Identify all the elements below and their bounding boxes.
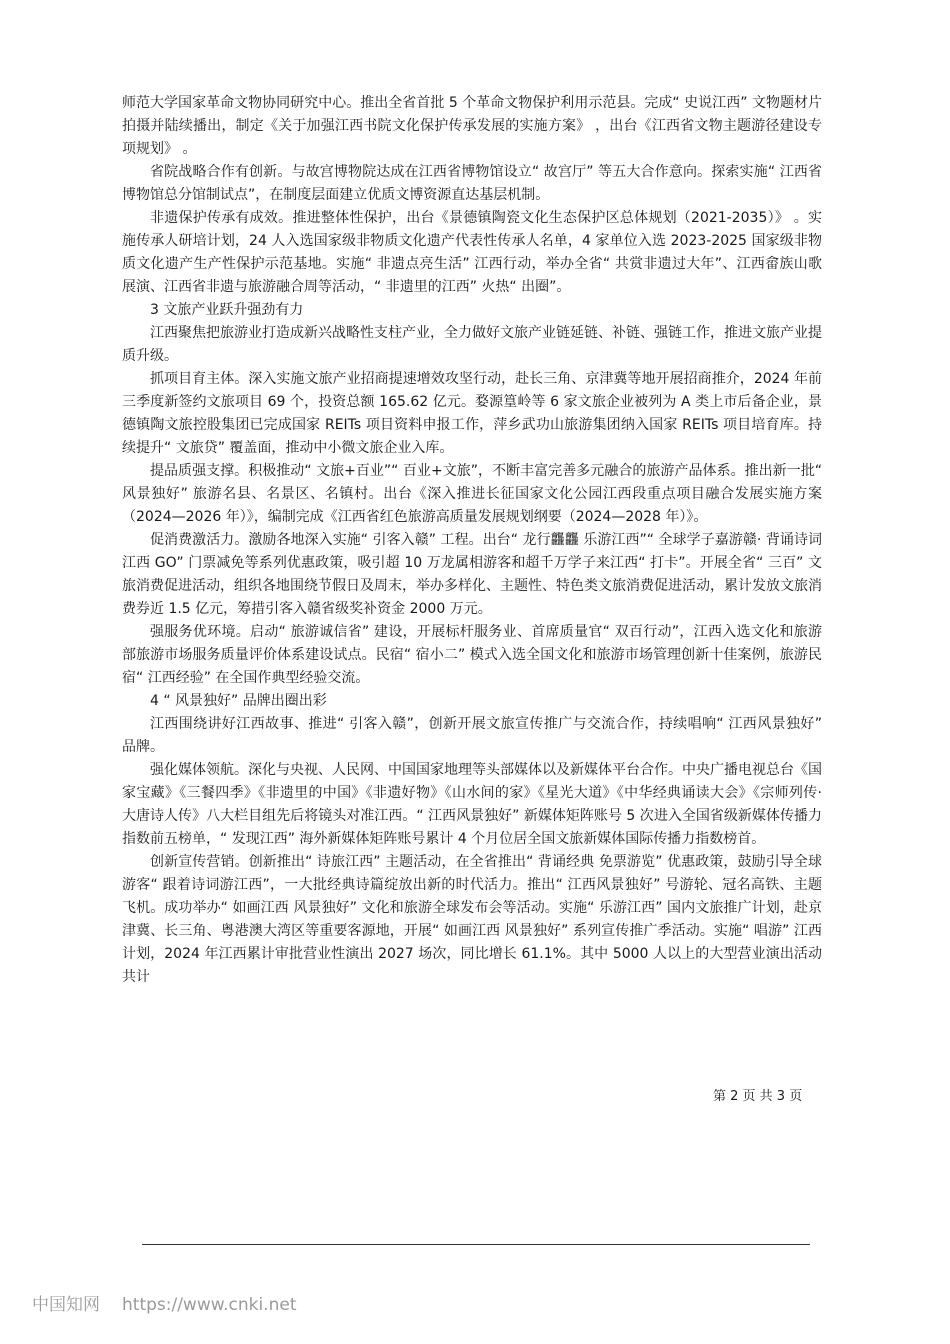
- section-heading: 4 “ 风景独好” 品牌出圈出彩: [150, 693, 327, 709]
- paragraph-continued: 师范大学国家革命文物协同研究中心。推出全省首批 5 个革命文物保护利用示范县。完成“ 史说江西” 文物题材片拍摄并陆续播出，制定《关于加强江西书院文化保护传承发展的实施方案》 ，出台《江西省文物主题游径建设专项规划》 。: [122, 95, 822, 157]
- paragraph: 抓项目育主体。深入实施文旅产业招商提速增效攻坚行动，赴长三角、京津冀等地开展招商推介，2024 年前三季度新签约文旅项目 69 个，投资总额 165.62 亿元。婺源篁岭等 6 家文旅企业被列为 A 类上市后备企业，景德镇陶文旅控股集团已完成国家 REITs 项目资料申报工作，萍乡武功山旅游集团纳入国家 REITs 项目培育库。持续提升“ 文旅贷” 覆盖面，推动中小微文旅企业入库。: [122, 371, 822, 456]
- paragraph: 非遗保护传承有成效。推进整体性保护，出台《景德镇陶瓷文化生态保护区总体规划（2021-2035）》 。实施传承人研培计划，24 人入选国家级非物质文化遗产代表性传承人名单，4 家单位入选 2023-2025 国家级非物质文化遗产生产性保护示范基地。实施“ 非遗点亮生活” 江西行动，举办全省“ 共赏非遗过大年”、江西畲族山歌展演、江西省非遗与旅游融合周等活动，“ 非遗里的江西” 火热“ 出圈”。: [122, 210, 822, 295]
- paragraph: 省院战略合作有创新。与故宫博物院达成在江西省博物馆设立“ 故宫厅” 等五大合作意向。探索实施“ 江西省博物馆总分馆制试点”，在制度层面建立优质文博资源直达基层机制。: [122, 164, 822, 203]
- document-body: [122, 92, 822, 989]
- paragraph: 创新宣传营销。创新推出“ 诗旅江西” 主题活动，在全省推出“ 背诵经典 免票游览” 优惠政策，鼓励引导全球游客“ 跟着诗词游江西”，一大批经典诗篇绽放出新的时代活力。推出“ 江西风景独好” 号游轮、冠名高铁、主题飞机。成功举办“ 如画江西 风景独好” 文化和旅游全球发布会等活动。实施“ 乐游江西” 国内文旅推广计划，赴京津冀、长三角、粤港澳大湾区等重要客源地，开展“ 如画江西 风景独好” 系列宣传推广季活动。实施“ 唱游” 江西计划，2024 年江西累计审批营业性演出 2027 场次，同比增长 61.1%。其中 5000 人以上的大型营业演出活动共计: [122, 854, 822, 985]
- page-number: 第 2 页 共 3 页: [713, 1089, 803, 1104]
- watermark: [32, 1294, 296, 1316]
- paragraph: 江西聚焦把旅游业打造成新兴战略性支柱产业，全力做好文旅产业链延链、补链、强链工作，推进文旅产业提质升级。: [122, 325, 822, 364]
- paragraph: 促消费激活力。激励各地深入实施“ 引客入赣” 工程。出台“ 龙行龘龘 乐游江西”“ 全球学子嘉游赣· 背诵诗词江西 GO” 门票减免等系列优惠政策，吸引超 10 万龙属相游客和超千万学子来江西“ 打卡”。开展全省“ 三百” 文旅消费促进活动，组织各地围绕节假日及周末，举办多样化、主题性、特色类文旅消费促进活动，累计发放文旅消费券近 1.5 亿元，筹措引客入赣省级奖补资金 2000 万元。: [122, 532, 822, 617]
- paragraph: 强服务优环境。启动“ 旅游诚信省” 建设，开展标杆服务业、首席质量官“ 双百行动”，江西入选文化和旅游部旅游市场服务质量评价体系建设试点。民宿“ 宿小二” 模式入选全国文化和旅游市场管理创新十佳案例，旅游民宿“ 江西经验” 在全国作典型经验交流。: [122, 624, 822, 686]
- footer-divider: [142, 1244, 810, 1245]
- watermark-url[interactable]: https://www.cnki.net: [122, 1295, 297, 1315]
- paragraph: 强化媒体领航。深化与央视、人民网、中国国家地理等头部媒体以及新媒体平台合作。中央广播电视总台《国家宝藏》《三餐四季》《非遗里的中国》《非遗好物》《山水间的家》《星光大道》《中华经典诵读大会》《宗师列传· 大唐诗人传》八大栏目组先后将镜头对准江西。“ 江西风景独好” 新媒体矩阵账号 5 次进入全国省级新媒体传播力指数前五榜单，“ 发现江西” 海外新媒体矩阵账号累计 4 个月位居全国文旅新媒体国际传播力指数榜首。: [122, 762, 822, 847]
- paragraph: 提品质强支撑。积极推动“ 文旅+百业”“ 百业+文旅”，不断丰富完善多元融合的旅游产品体系。推出新一批“ 风景独好” 旅游名县、名景区、名镇村。出台《深入推进长征国家文化公园江西段重点项目融合发展实施方案（2024—2026 年）》，编制完成《江西省红色旅游高质量发展规划纲要（2024—2028 年）》。: [122, 463, 822, 525]
- watermark-logo-text: 中国知网: [32, 1295, 100, 1315]
- section-heading: 3 文旅产业跃升强劲有力: [150, 302, 304, 318]
- paragraph: 江西围绕讲好江西故事、推进“ 引客入赣”，创新开展文旅宣传推广与交流合作，持续唱响“ 江西风景独好” 品牌。: [122, 716, 822, 755]
